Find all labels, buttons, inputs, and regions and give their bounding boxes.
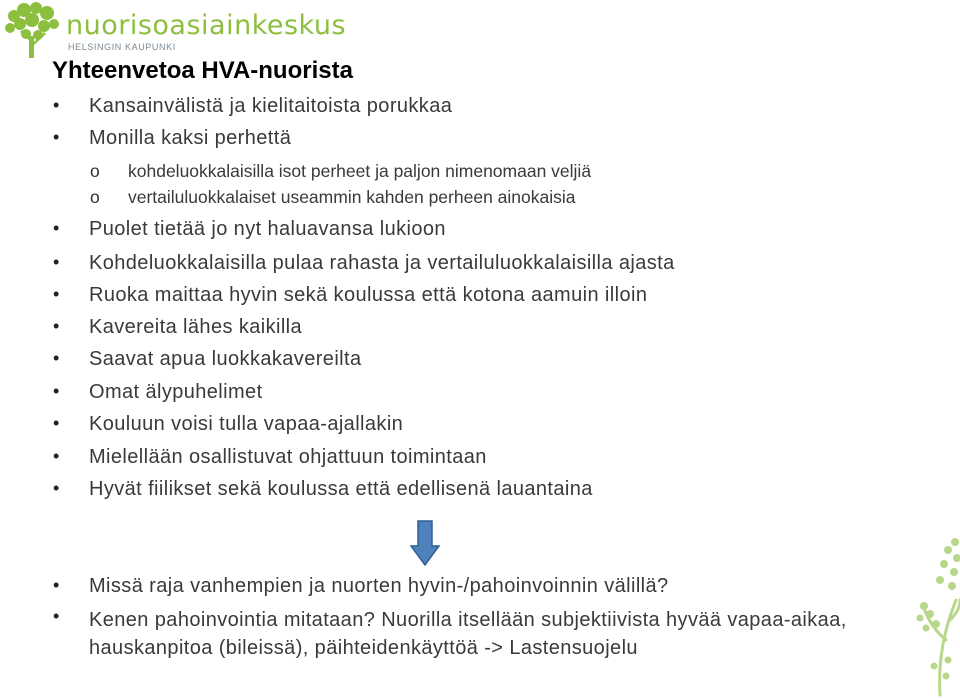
- bullet: •: [53, 316, 60, 336]
- sub-bullet: o: [90, 161, 100, 181]
- bullet: •: [53, 446, 60, 466]
- bullet: •: [53, 284, 60, 304]
- bullet: •: [53, 252, 60, 272]
- sub-list-item-text: vertailuluokkalaiset useammin kahden perheen ainokaisia: [128, 187, 576, 207]
- bullet: •: [53, 413, 60, 433]
- leaf-decoration-icon: [900, 520, 960, 698]
- list-item-text: Kohdeluokkalaisilla pulaa rahasta ja vertailuluokkalaisilla ajasta: [89, 252, 675, 274]
- bullet: •: [53, 127, 60, 147]
- list-item-text: Omat älypuhelimet: [89, 381, 263, 403]
- list-item-text: Ruoka maittaa hyvin sekä koulussa että kotona aamuin illoin: [89, 284, 648, 306]
- list-item-text: Kouluun voisi tulla vapaa-ajallakin: [89, 413, 404, 435]
- bullet: •: [53, 348, 60, 368]
- bullet: •: [53, 218, 60, 238]
- bullet: •: [53, 478, 60, 498]
- list-item-text: Mielellään osallistuvat ohjattuun toimintaan: [89, 446, 487, 468]
- list-item-text: Puolet tietää jo nyt haluavansa lukioon: [89, 218, 446, 240]
- list-item-text: Monilla kaksi perhettä: [89, 127, 292, 149]
- logo-subtitle: HELSINGIN KAUPUNKI: [68, 42, 176, 52]
- down-arrow-icon: [410, 520, 440, 566]
- bullet: •: [53, 606, 60, 626]
- list-item-text: Kansainvälistä ja kielitaitoista porukkaa: [89, 95, 453, 117]
- bullet: •: [53, 381, 60, 401]
- list-item-text: Saavat apua luokkakavereilta: [89, 348, 362, 370]
- sub-list-item-text: kohdeluokkalaisilla isot perheet ja paljon nimenomaan veljiä: [128, 161, 592, 181]
- logo: [0, 0, 347, 60]
- list-item-text: Missä raja vanhempien ja nuorten hyvin-/pahoinvoinnin välillä?: [89, 575, 669, 597]
- bullet: •: [53, 575, 60, 595]
- page-title: Yhteenvetoa HVA-nuorista: [52, 57, 353, 84]
- bullet: •: [53, 95, 60, 115]
- list-item-text: Kavereita lähes kaikilla: [89, 316, 303, 338]
- logo-name: nuorisoasiainkeskus: [66, 10, 347, 41]
- list-item-text: Kenen pahoinvointia mitataan? Nuorilla itsellään subjektiivista hyvää vapaa-aikaa, hauskanpitoa (bileissä), päihteidenkäyttöä -> Lastensuojelu: [89, 609, 847, 659]
- sub-bullet: o: [90, 187, 100, 207]
- list-item-text: Hyvät fiilikset sekä koulussa että edellisenä lauantaina: [89, 478, 593, 500]
- tree-logo-icon: [2, 2, 62, 60]
